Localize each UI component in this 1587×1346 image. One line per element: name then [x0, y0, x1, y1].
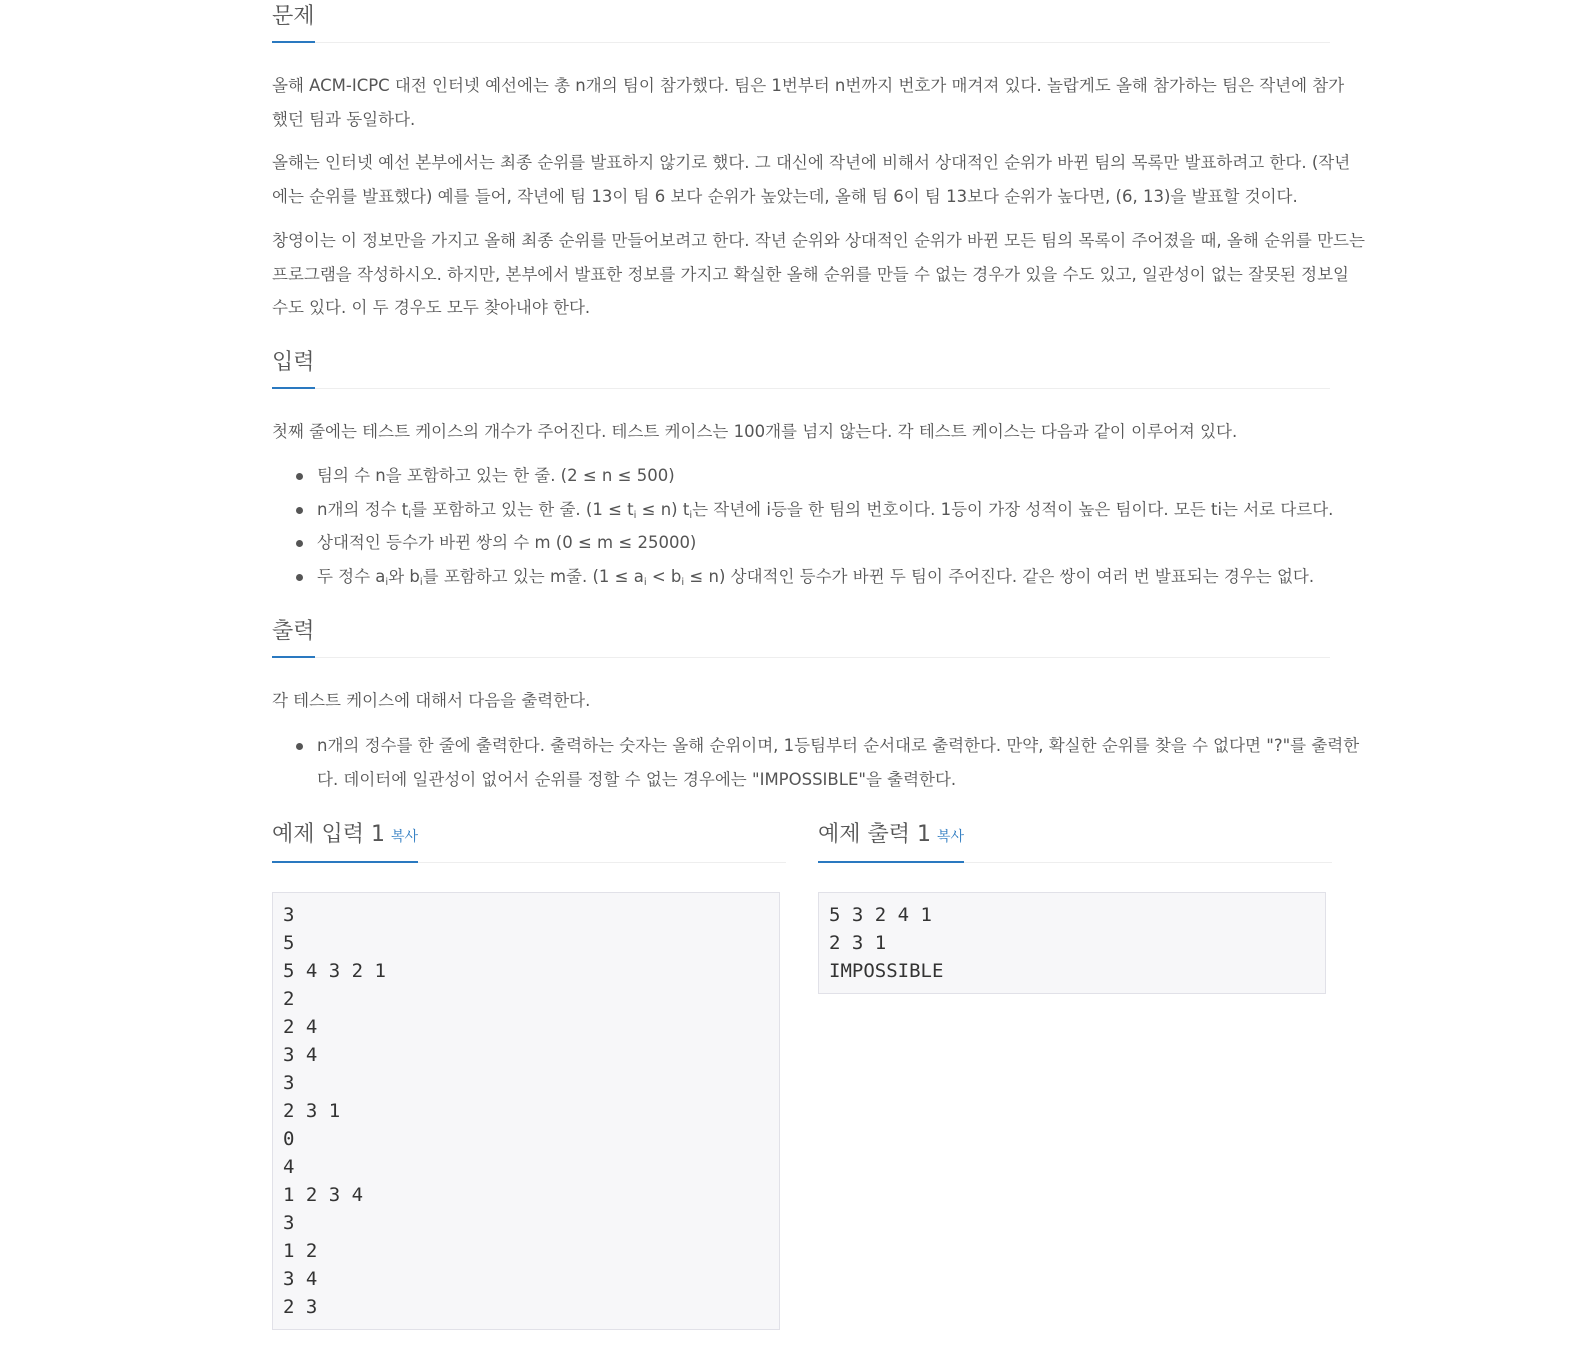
subscript: i: [419, 576, 423, 588]
input-title: 입력: [272, 349, 315, 389]
text-line: 프로그램을 작성하시오. 하지만, 본부에서 발표한 정보를 가지고 확실한 올해 순위를 만들 수 없는 경우가 있을 수도 있고, 일관성이 없는 잘못된 정보일: [272, 264, 1349, 284]
sample-output-headline: [818, 820, 1332, 863]
input-item-4-text: 두 정수 a: [317, 566, 386, 586]
input-item-2-text: 는 작년에 i등을 한 팀의 번호이다. 1등이 가장 성적이 높은 팀이다. 모든 ti는 서로 다르다.: [692, 499, 1334, 519]
subscript: i: [408, 509, 411, 521]
output-description: [272, 684, 590, 718]
copy-sample-input-button[interactable]: 복사: [391, 829, 419, 845]
problem-paragraph-1: [272, 69, 1344, 136]
input-item-2-text: 를 포함하고 있는 한 줄. (1 ≤ t: [410, 499, 634, 519]
input-item-4-text: < b: [646, 566, 682, 586]
problem-title: 문제: [272, 3, 315, 43]
input-section: [272, 346, 1330, 389]
input-list-wrap: [272, 459, 1333, 593]
text-line: 수도 있다. 이 두 경우도 모두 찾아내야 한다.: [272, 298, 591, 317]
subscript: i: [681, 576, 685, 588]
output-item-line-1: n개의 정수를 한 줄에 출력한다. 출력하는 숫자는 올해 순위이며, 1등팀부터 순서대로 출력한다. 만약, 확실한 순위를 찾을 수 없다면 "?"를 출력한: [317, 736, 1360, 755]
text-line: 올해 ACM-ICPC 대전 인터넷 예선에는 총 n개의 팀이 참가했다. 팀은 1번부터 n번까지 번호가 매겨져 있다. 놀랍게도 올해 참가하는 팀은 작년에 참가: [272, 76, 1345, 95]
text-line: 올해는 인터넷 예선 본부에서는 최종 순위를 발표하지 않기로 했다. 그 대신에 작년에 비해서 상대적인 순위가 바뀐 팀의 목록만 발표하려고 한다. (작년: [272, 153, 1351, 172]
input-item-4-text: 를 포함하고 있는 m줄. (1 ≤ a: [422, 566, 644, 586]
problem-paragraph-2-wrap: [272, 146, 1350, 213]
list-item: [272, 526, 1333, 560]
text-line: 에는 순위를 발표했다) 예를 들어, 작년에 팀 13이 팀 6 보다 순위가 높았는데, 올해 팀 6이 팀 13보다 순위가 높다면, (6, 13)을 발표할 것이다.: [272, 186, 1298, 206]
sample-output-content[interactable]: 5 3 2 4 1 2 3 1 IMPOSSIBLE: [818, 892, 1326, 994]
sample-input-content[interactable]: 3 5 5 4 3 2 1 2 2 4 3 4 3 2 3 1 0 4 1 2 3 4 3 1 2 3 4 2 3: [272, 892, 780, 1330]
problem-headline: [272, 0, 1330, 43]
input-description: [272, 415, 1237, 449]
list-item: [272, 729, 1359, 796]
sample-input-section: [272, 820, 782, 1318]
input-item-2-text: ≤ n) t: [636, 499, 690, 519]
output-list: [272, 729, 1359, 796]
subscript: i: [633, 509, 637, 521]
input-item-3: 상대적인 등수가 바뀐 쌍의 수 m (0 ≤ m ≤ 25000): [317, 533, 697, 552]
list-item: [272, 560, 1333, 594]
text-line: 창영이는 이 정보만을 가지고 올해 최종 순위를 만들어보려고 한다. 작년 순위와 상대적인 순위가 바뀐 모든 팀의 목록이 주어졌을 때, 올해 순위를 만드는: [272, 231, 1365, 250]
problem-paragraph-3: [272, 224, 1365, 325]
input-item-4-text: ≤ n) 상대적인 등수가 바뀐 두 팀이 주어진다. 같은 쌍이 여러 번 발표되는 경우는 없다.: [684, 566, 1315, 586]
output-intro: 각 테스트 케이스에 대해서 다음을 출력한다.: [272, 691, 591, 710]
subscript: i: [689, 509, 693, 521]
input-item-2-text: n개의 정수 t: [317, 499, 409, 519]
output-title: 출력: [272, 618, 315, 658]
output-headline: [272, 615, 1330, 658]
sample-input-heading: [272, 821, 418, 863]
subscript: i: [643, 576, 647, 588]
sample-input-title: 예제 입력 1: [272, 822, 385, 847]
input-intro: 첫째 줄에는 테스트 케이스의 개수가 주어진다. 테스트 케이스는 100개를 넘지 않는다. 각 테스트 케이스는 다음과 같이 이루어져 있다.: [272, 422, 1238, 441]
sample-output-section: [818, 820, 1328, 982]
sample-input-headline: [272, 820, 786, 863]
output-item-line-2: 다. 데이터에 일관성이 없어서 순위를 정할 수 없는 경우에는 "IMPOSSIBLE"을 출력한다.: [317, 769, 957, 789]
input-headline: [272, 346, 1330, 389]
output-list-wrap: [272, 729, 1359, 796]
sample-output-title: 예제 출력 1: [818, 822, 931, 847]
output-section: [272, 615, 1330, 658]
sample-output-heading: [818, 821, 964, 863]
text-line: 했던 팀과 동일하다.: [272, 109, 416, 129]
input-item-4-text: 와 b: [388, 566, 420, 586]
input-list: [272, 459, 1333, 593]
input-item-1: 팀의 수 n을 포함하고 있는 한 줄. (2 ≤ n ≤ 500): [317, 466, 675, 485]
problem-paragraph-3-wrap: [272, 224, 1365, 325]
list-item: [272, 459, 1333, 493]
copy-sample-output-button[interactable]: 복사: [937, 829, 965, 845]
problem-section: [272, 0, 1330, 43]
list-item: [272, 493, 1333, 527]
problem-description: [272, 69, 1344, 136]
problem-paragraph-2: [272, 146, 1350, 213]
subscript: i: [385, 576, 389, 588]
